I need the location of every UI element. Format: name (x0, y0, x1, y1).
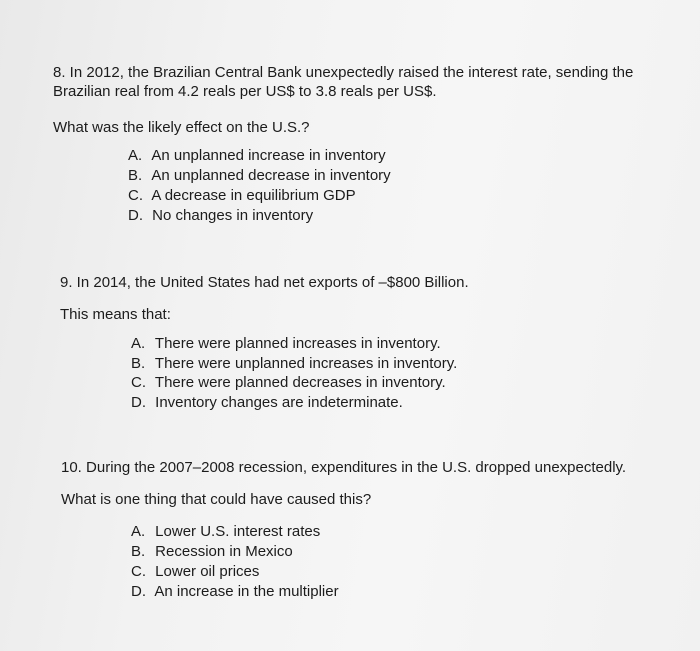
option-letter: C. (131, 374, 146, 391)
question-10-option-a[interactable] (131, 522, 681, 542)
option-letter: B. (131, 543, 146, 560)
option-letter: B. (128, 167, 143, 184)
option-text: There were unplanned increases in inventory. (154, 354, 458, 372)
question-9-prompt: This means that: (60, 306, 171, 323)
question-10-prompt: What is one thing that could have caused this? (61, 491, 372, 508)
option-text: There were planned decreases in inventory. (154, 374, 446, 391)
question-8-option-c[interactable] (128, 186, 663, 206)
option-text: Recession in Mexico (155, 543, 293, 560)
option-letter: A. (131, 523, 146, 540)
option-text: There were planned increases in inventory. (154, 335, 441, 352)
option-letter: A. (128, 147, 143, 164)
question-10-options (131, 522, 681, 602)
question-10-stem: 10. During the 2007–2008 recession, expenditures in the U.S. dropped unexpectedly. (61, 459, 627, 476)
question-8-prompt: What was the likely effect on the U.S.? (53, 119, 310, 136)
option-letter: D. (131, 583, 146, 600)
question-9-option-d[interactable] (131, 393, 670, 413)
option-text: An unplanned increase in inventory (151, 147, 386, 164)
question-9-options (131, 334, 670, 412)
question-9-option-c[interactable] (131, 373, 670, 393)
option-letter: C. (131, 563, 146, 580)
option-letter: A. (131, 335, 146, 352)
question-8-option-b[interactable] (128, 166, 663, 186)
option-letter: B. (131, 354, 146, 372)
option-text: Lower oil prices (155, 563, 260, 580)
question-8-option-a[interactable] (128, 146, 663, 166)
question-9-stem: 9. In 2014, the United States had net exports of –$800 Billion. (60, 274, 469, 291)
question-8-stem: 8. In 2012, the Brazilian Central Bank unexpectedly raised the interest rate, sending the Brazilian real from 4.2 reals per US$ to 3.8 reals per US$. (53, 64, 634, 100)
question-8-option-d[interactable] (128, 206, 663, 226)
option-text: No changes in inventory (152, 207, 314, 224)
question-10-option-b[interactable] (131, 542, 681, 562)
option-text: Lower U.S. interest rates (155, 523, 321, 540)
option-text: A decrease in equilibrium GDP (151, 187, 356, 204)
question-9 (60, 273, 670, 412)
option-letter: D. (128, 207, 143, 224)
option-text: An unplanned decrease in inventory (151, 167, 391, 184)
question-10-option-c[interactable] (131, 562, 681, 582)
option-letter: D. (131, 393, 146, 411)
question-10 (61, 458, 681, 602)
question-9-option-b[interactable] (131, 354, 670, 374)
question-9-option-a[interactable] (131, 334, 670, 354)
question-8-options (128, 146, 663, 226)
option-text: Inventory changes are indeterminate. (155, 393, 403, 411)
option-letter: C. (128, 187, 143, 204)
option-text: An increase in the multiplier (154, 583, 339, 600)
question-8 (53, 63, 663, 226)
question-10-option-d[interactable] (131, 582, 681, 602)
